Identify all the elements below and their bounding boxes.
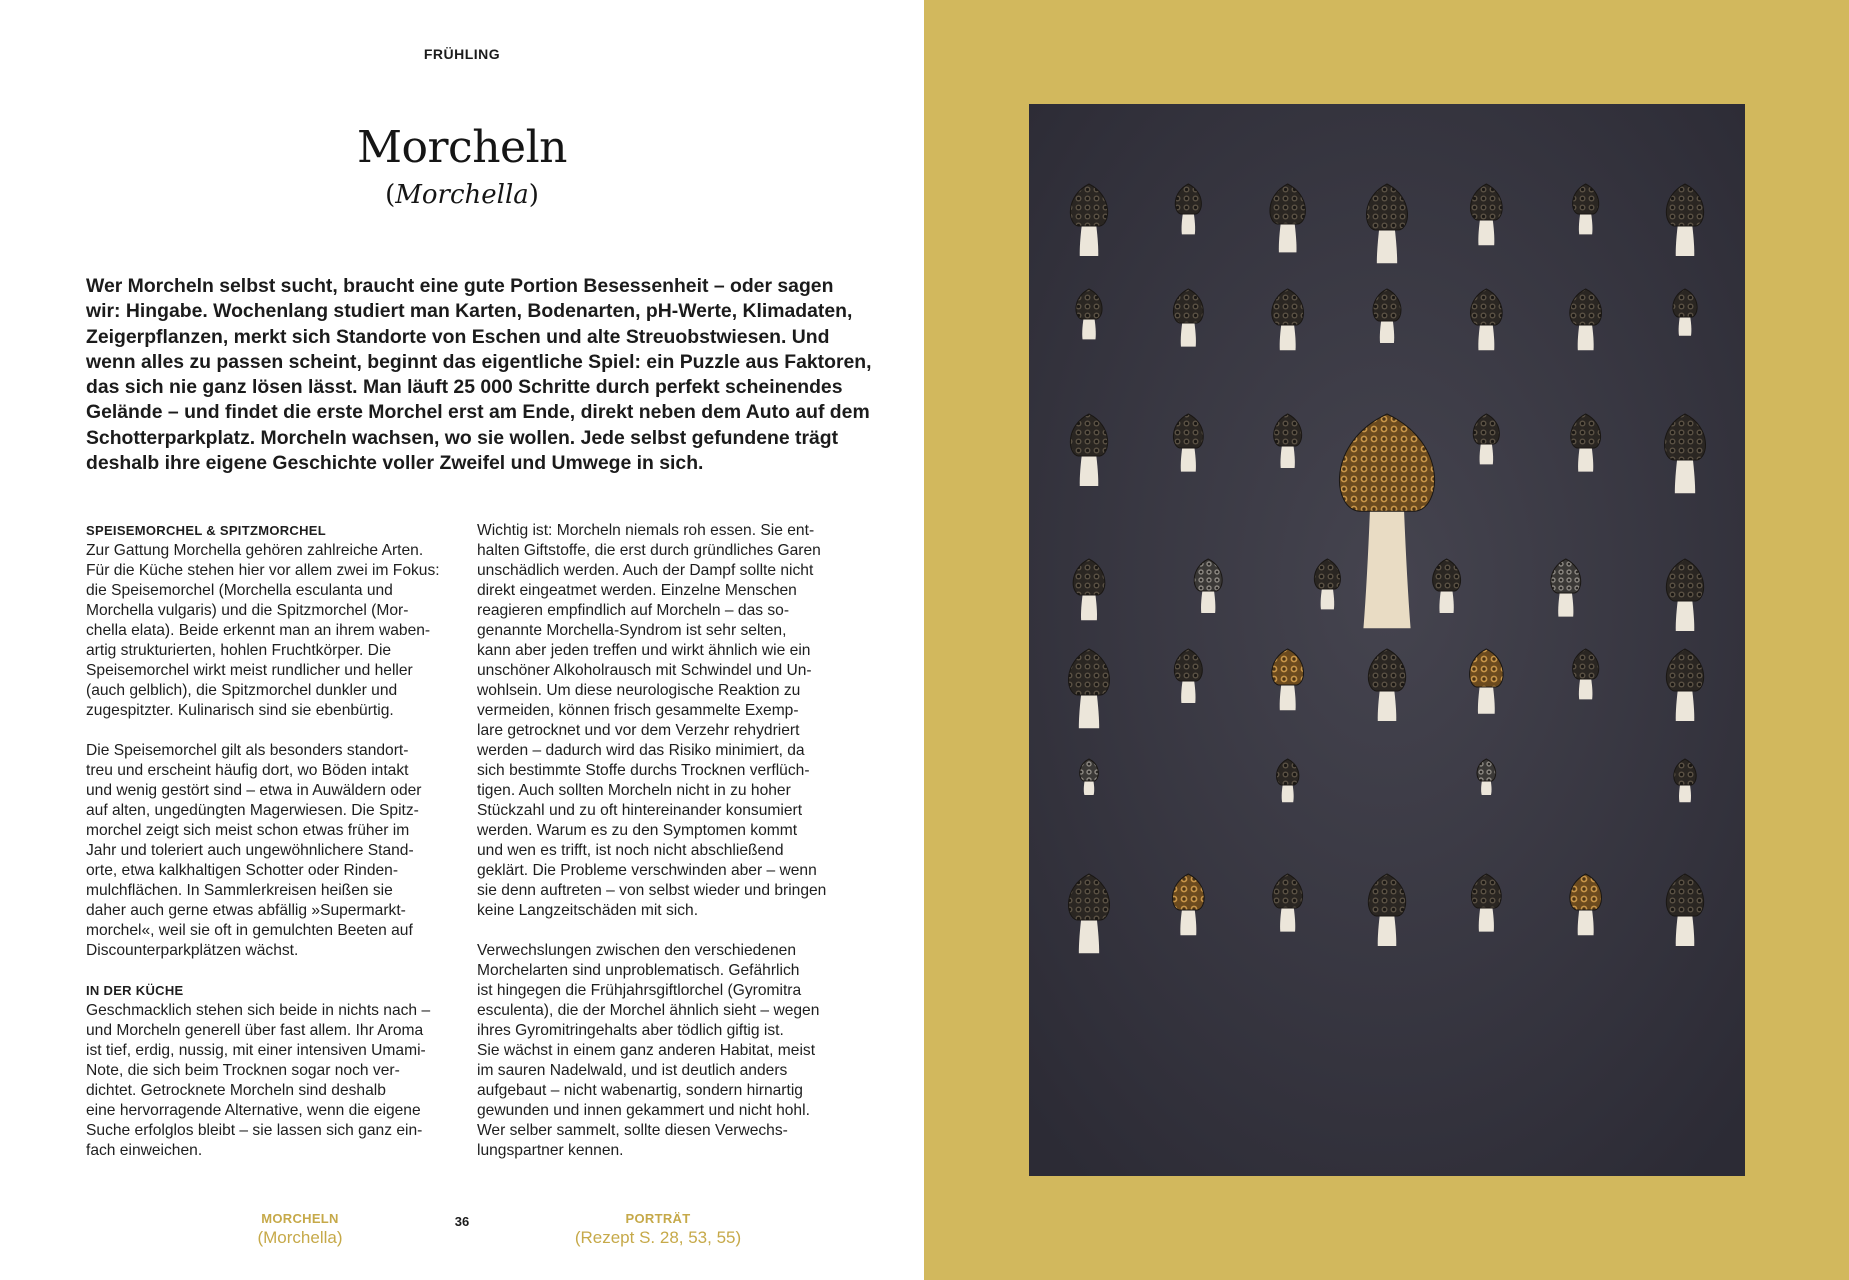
text-line: orte, etwa kalkhaltigen Schotter oder Rinden- <box>86 862 399 879</box>
paragraph-gap <box>477 921 857 941</box>
text-line: mulchflächen. In Sammlerkreisen heißen sie <box>86 882 393 899</box>
text-line: Discounterparkplätzen wächst. <box>86 942 299 959</box>
text-line: treu und erscheint häufig dort, wo Böden intakt <box>86 762 409 779</box>
text-line: direkt eingeatmet werden. Einzelne Menschen <box>477 582 797 599</box>
footer-portrait-label: PORTRÄT <box>625 1211 691 1226</box>
intro-line: Gelände – und findet die erste Morchel erst am Ende, direkt neben dem Auto auf dem <box>86 401 870 424</box>
text-line: Stückzahl und zu oft hintereinander konsumiert <box>477 802 803 819</box>
text-line: esculenta), die der Morchel ähnlich sieht – wegen <box>477 1002 820 1019</box>
text-line: morchel zeigt sich meist schon etwas früher im <box>86 822 410 839</box>
text-line: geklärt. Die Probleme verschwinden aber – wenn <box>477 862 817 879</box>
text-line: zugespitzter. Kulinarisch sind sie ebenbürtig. <box>86 702 394 719</box>
text-line: unschöner Alkoholrausch mit Schwindel und Un- <box>477 662 812 679</box>
text-line: Verwechslungen zwischen den verschiedenen <box>477 942 797 959</box>
text-line: Für die Küche stehen hier vor allem zwei im Fokus: <box>86 562 440 579</box>
morel-stem <box>1363 505 1410 628</box>
text-line: werden. Warum es zu den Symptomen kommt <box>477 822 798 839</box>
text-line: Morchella vulgaris) und die Spitzmorchel (Mor- <box>86 602 409 619</box>
photo-background <box>1029 104 1745 1176</box>
text-line: sich bestimmte Stoffe durchs Trocknen verflüch- <box>477 762 810 779</box>
text-line: Sie wächst in einem ganz anderen Habitat, meist <box>477 1042 816 1059</box>
text-line: chella elata). Beide erkennt man an ihrem waben- <box>86 622 431 639</box>
subtitle-open-paren: ( <box>385 180 396 210</box>
footer-running-title <box>200 1209 400 1247</box>
text-line: ist tief, erdig, nussig, mit einer intensiven Umami- <box>86 1042 426 1059</box>
text-line: die Speisemorchel (Morchella esculanta und <box>86 582 393 599</box>
intro-line: Schotterparkplatz. Morcheln wachsen, wo sie wollen. Jede selbst gefundene trägt <box>86 426 839 449</box>
page-subtitle <box>0 180 924 210</box>
text-line: morchel«, weil sie oft in gemulchten Beeten auf <box>86 922 413 939</box>
paragraph-gap <box>86 721 466 741</box>
text-line: gewunden und innen gekammert und nicht hohl. <box>477 1102 810 1119</box>
footer-section-label <box>558 1209 758 1247</box>
text-line: auf alten, ungedüngten Magerwiesen. Die Spitz- <box>86 802 419 819</box>
text-line: Wer selber sammelt, sollte diesen Verwechs- <box>477 1122 788 1139</box>
text-line: Jahr und toleriert auch ungewöhnlichere Stand- <box>86 842 414 859</box>
text-line: fach einweichen. <box>86 1142 203 1159</box>
text-line: und wenig gestört sind – etwa in Auwäldern oder <box>86 782 422 799</box>
text-line: Wichtig ist: Morcheln niemals roh essen. Sie ent- <box>477 522 815 539</box>
text-line: wohlsein. Um diese neurologische Reaktion zu <box>477 682 801 699</box>
intro-line: Zeigerpflanzen, merkt sich Standorte von Eschen und alte Streuobstwiesen. Und <box>86 325 830 348</box>
text-line: dichtet. Getrocknete Morcheln sind deshalb <box>86 1082 386 1099</box>
left-text-column <box>86 521 466 1161</box>
subtitle-close-paren: ) <box>528 180 539 210</box>
paragraph-gap <box>86 961 466 981</box>
subheading: IN DER KÜCHE <box>86 983 184 998</box>
text-line: lungspartner kennen. <box>477 1142 624 1159</box>
intro-line: Wer Morcheln selbst sucht, braucht eine gute Portion Besessenheit – oder sagen <box>86 275 834 297</box>
text-line: und wen es trifft, ist noch nicht abschließend <box>477 842 784 859</box>
morel-mushroom-photo <box>1029 104 1745 1176</box>
text-line: (auch gelblich), die Spitzmorchel dunkler und <box>86 682 398 699</box>
text-line: sie denn auftreten – von selbst wieder und bringen <box>477 882 827 899</box>
text-line: unschädlich werden. Auch der Dampf sollte nicht <box>477 562 814 579</box>
text-line: im sauren Nadelwald, und ist deutlich anders <box>477 1062 788 1079</box>
text-line: ihres Gyromitringehalts aber tödlich giftig ist. <box>477 1022 784 1039</box>
text-line: Note, die sich beim Trocknen sogar noch ver- <box>86 1062 400 1079</box>
text-line: Morchelarten sind unproblematisch. Gefährlich <box>477 962 800 979</box>
text-line: eine hervorragende Alternative, wenn die eigene <box>86 1102 421 1119</box>
section-label: FRÜHLING <box>423 46 501 62</box>
right-text-column <box>477 521 857 1161</box>
subtitle-latin-name: Morchella <box>395 180 529 210</box>
text-line: Zur Gattung Morchella gehören zahlreiche Arten. <box>86 542 424 559</box>
intro-line: wenn alles zu passen scheint, beginnt das eigentliche Spiel: ein Puzzle aus Faktoren, <box>86 350 872 373</box>
intro-line: deshalb ihre eigene Geschichte voller Zweifel und Umwege in sich. <box>86 452 704 475</box>
intro-paragraph <box>86 274 872 476</box>
intro-line: das sich nie ganz lösen lässt. Man läuft 25 000 Schritte durch perfekt scheinendes <box>86 376 843 399</box>
left-page <box>0 0 924 1280</box>
text-line: tigen. Auch sollten Morcheln nicht in zu hoher <box>477 782 791 799</box>
subheading: SPEISEMORCHEL & SPITZMORCHEL <box>86 523 327 538</box>
intro-line: wir: Hingabe. Wochenlang studiert man Karten, Bodenarten, pH-Werte, Klimadaten, <box>86 300 853 323</box>
text-line: keine Langzeitschäden mit sich. <box>477 902 699 919</box>
text-line: genannte Morchella-Syndrom ist sehr selten, <box>477 622 787 639</box>
text-line: Die Speisemorchel gilt als besonders standort- <box>86 742 409 759</box>
footer-title: MORCHELN <box>261 1211 339 1226</box>
page-number: 36 <box>454 1214 470 1229</box>
text-line: reagieren empfindlich auf Morcheln – das so- <box>477 602 790 619</box>
text-line: Speisemorchel wirkt meist rundlicher und heller <box>86 662 413 679</box>
text-line: und Morcheln generell über fast allem. Ihr Aroma <box>86 1022 424 1039</box>
text-line: daher auch gerne etwas abfällig »Supermarkt- <box>86 902 406 919</box>
footer-recipe-reference: (Rezept S. 28, 53, 55) <box>574 1228 742 1247</box>
text-line: halten Giftstoffe, die erst durch gründliches Garen <box>477 542 821 559</box>
text-line: werden – dadurch wird das Risiko minimiert, da <box>477 742 805 759</box>
text-line: Suche erfolglos bleibt – sie lassen sich ganz ein- <box>86 1122 423 1139</box>
text-line: aufgebaut – nicht wabenartig, sondern hirnartig <box>477 1082 803 1099</box>
text-line: ist hingegen die Frühjahrsgiftlorchel (Gyromitra <box>477 982 802 999</box>
page-title: Morcheln <box>356 122 567 173</box>
footer-latin-name: (Morchella) <box>257 1228 343 1247</box>
text-line: Geschmacklich stehen sich beide in nichts nach – <box>86 1002 431 1019</box>
text-line: lare getrocknet und vor dem Verzehr rehydriert <box>477 722 800 739</box>
text-line: vermeiden, können frisch gesammelte Exemp- <box>477 702 799 719</box>
text-line: artig strukturierten, hohlen Fruchtkörper. Die <box>86 642 392 659</box>
text-line: kann aber jeden treffen und wirkt ähnlich wie ein <box>477 642 811 659</box>
